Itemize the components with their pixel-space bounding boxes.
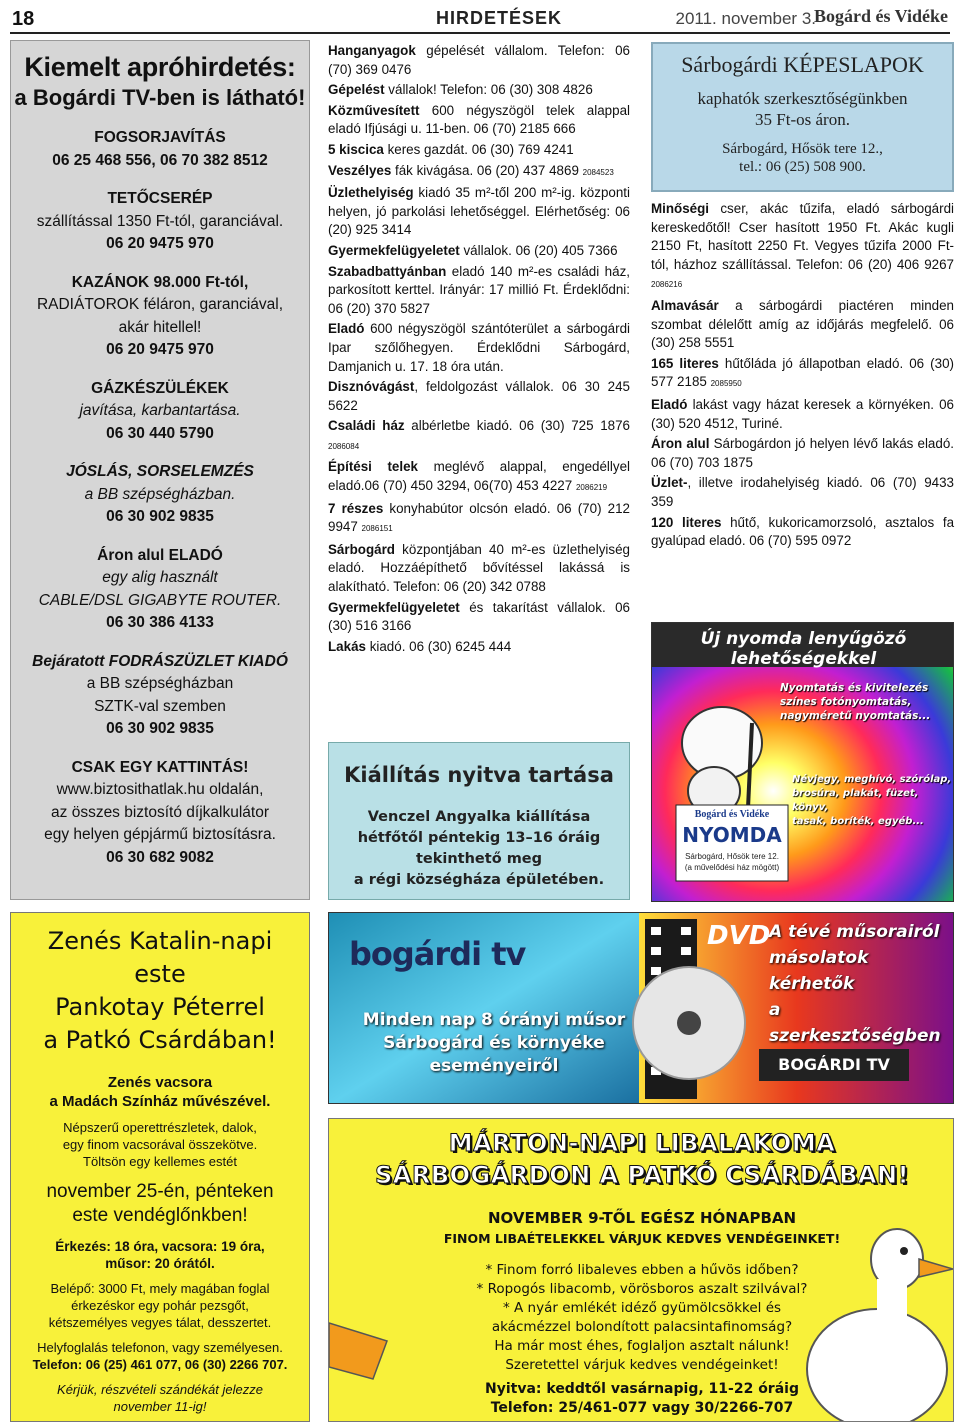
exhibition-line: tekinthető meg	[415, 851, 543, 867]
featured-ad-line: FOGSORJAVÍTÁS	[94, 129, 226, 146]
featured-ad-line: KAZÁNOK 98.000 Ft-tól,	[71, 273, 249, 291]
ad-keyword: 165 literes	[651, 355, 719, 371]
printing-service-line: Nyomtatás és kivitelezés	[780, 682, 929, 694]
tv-description-line: Sárbogárd és környéke	[383, 1033, 605, 1053]
page-header	[10, 0, 950, 34]
featured-ad-line: az összes biztosító díjkalkulátor	[51, 803, 269, 821]
exhibition-line: Venczel Angyalka kiállítása	[367, 809, 591, 825]
feast-menu-line: * A nyár emlékét idéző gyümölcsökkel és	[502, 1300, 782, 1316]
postcards-text	[653, 88, 952, 130]
classified-ad	[328, 599, 630, 636]
ad-text: , feldolgozást vállalok. 06 30 245 5622	[328, 379, 630, 413]
featured-ad	[11, 545, 309, 635]
ad-text: hűtő, kukoricamorzsoló, asztalos fa gyalúpad eladó. 06 (70) 595 0972	[651, 514, 955, 549]
ad-keyword: Almavásár	[651, 297, 719, 313]
event-description-line: Népszerű operettrészletek, dalok,	[63, 1120, 257, 1135]
feast-menu-line: Szeretettel várjuk kedves vendégeinket!	[505, 1357, 779, 1373]
featured-title: Kiemelt apróhirdetés:	[24, 52, 296, 82]
featured-ad-line: 06 30 386 4133	[106, 614, 214, 631]
classified-ad	[328, 378, 630, 415]
featured-ad	[11, 757, 309, 870]
classified-ad	[328, 541, 630, 597]
ad-text: kiadó 35 m²-től 200 m²-ig. központi helyen, jó parkolási lehetőséggel. Elérhetőség: 06 (20) 925 3414	[328, 185, 630, 238]
featured-ad-line: 06 20 9475 970	[106, 235, 214, 252]
featured-ad-line: egy alig használt	[102, 569, 218, 586]
classified-ad	[651, 396, 954, 433]
ad-text: a sárbogárdi piactéren minden szombat délelőtt amíg az időjárás megfelelő. 06 (30) 258 5551	[651, 297, 954, 351]
featured-ad-line: GÁZKÉSZÜLÉKEK	[91, 379, 229, 397]
feast-opening-hours: Nyitva: keddtől vasárnapig, 11-22 óráig	[485, 1381, 799, 1397]
featured-ad-line: egy helyen gépjármű biztosításra.	[44, 826, 276, 843]
event-description	[11, 1119, 309, 1170]
tv-copy-line: másolatok kérhetők	[769, 948, 869, 994]
featured-ad-line: TETŐCSERÉP	[107, 190, 213, 207]
ad-keyword: Eladó	[651, 396, 688, 412]
exhibition-line: a régi községháza épületében.	[353, 872, 605, 888]
feast-phone: Telefon: 25/461-077 vagy 30/2266-707	[490, 1400, 794, 1416]
ad-keyword: Disznóvágást	[328, 379, 415, 395]
newspaper-name: Bogárd és Vidéke	[813, 6, 948, 26]
event-arrival-line: műsor: 20 órától.	[105, 1256, 215, 1271]
exhibition-title: Kiállítás nyitva tartása	[344, 763, 614, 787]
ad-keyword: Szabadbattyánban	[328, 263, 447, 279]
feast-subtitle: SÁRBOGÁRDON A PATKÓ CSÁRDÁBAN!	[374, 1161, 910, 1189]
printing-headline: Új nyomda lenyűgöző lehetőségekkel	[700, 629, 907, 669]
classified-ads-right	[651, 200, 954, 553]
printing-service-line: brosúra, plakát, füzet, könyv,	[792, 788, 919, 813]
featured-ad	[11, 127, 309, 172]
ad-text: és takarítást vállalok. 06 (30) 516 3166	[328, 599, 630, 634]
ad-keyword: Közművesített	[328, 102, 420, 118]
classified-ad	[328, 162, 630, 183]
featured-ad-line: 06 25 468 556, 06 70 382 8512	[52, 151, 268, 169]
featured-ad-line: CABLE/DSL GIGABYTE ROUTER.	[38, 591, 282, 609]
printing-service-line: színes fotónyomtatás,	[780, 696, 912, 708]
featured-ad	[11, 461, 309, 529]
ad-text: lakást vagy házat keresek a környéken. 06 (30) 520 4512, Turiné.	[651, 396, 954, 431]
featured-ad-line: RADIÁTOROK féláron, garanciával,	[36, 296, 284, 313]
event-phone: Telefon: 06 (25) 461 077, 06 (30) 2266 707.	[32, 1357, 288, 1372]
ad-keyword: Gyermekfelügyeletet	[328, 599, 460, 615]
feast-menu-line: akácmézzel bolondított palacsintafinomság?	[491, 1319, 793, 1335]
ad-text: központjában 40 m²-es üzlethelyiség eladó. Hozzáépíthető bővítéssel lakássá is alakítható. Telefon: 06 (20) 342 0788	[328, 541, 630, 595]
classified-ad	[328, 263, 630, 319]
printing-logo-top: Bogárd és Vidéke	[694, 809, 770, 820]
featured-ad-line: 06 30 902 9835	[106, 508, 214, 525]
ad-keyword: Minőségi	[651, 201, 710, 216]
featured-ad-line: szállítással 1350 Ft-tól, garanciával.	[36, 212, 284, 230]
postcards-address-line: tel.: 06 (25) 508 900.	[739, 159, 866, 175]
event-date	[11, 1180, 309, 1228]
postcards-box	[651, 42, 954, 192]
classified-ad	[328, 500, 630, 539]
ad-code: 2086084	[328, 441, 360, 451]
ad-keyword: Építési telek	[328, 459, 418, 475]
featured-ad	[11, 651, 309, 741]
classified-ad	[328, 184, 630, 240]
featured-ad-line: javítása, karbantartása.	[79, 402, 241, 419]
ad-keyword: Gyermekfelügyeletet	[328, 242, 460, 258]
event-subtitle	[11, 1073, 309, 1111]
featured-ad-line: akár hitellel!	[118, 318, 202, 336]
postcards-line: 35 Ft-os áron.	[755, 110, 850, 129]
tv-copy-offer	[769, 919, 949, 1049]
tv-logo: bogárdi tv	[349, 935, 526, 973]
ad-keyword: Sárbogárd	[328, 541, 395, 557]
event-fee-line: kétszemélyes vegyes tálat, desszertet.	[48, 1315, 272, 1330]
classified-ad	[328, 81, 630, 100]
ad-text: 600 négyszögöl telek alappal eladó Ifjúsági u. 11-ben. 06 (70) 2185 666	[328, 102, 630, 137]
printing-services-1	[780, 681, 950, 723]
featured-ad-line: a BB szépségházban	[86, 675, 234, 692]
featured-subtitle: a Bogárdi TV-ben is látható!	[14, 85, 306, 110]
event-date-line: este vendéglőnkben!	[72, 1205, 248, 1226]
ad-text: albérletbe kiadó. 06 (30) 725 1876	[404, 418, 630, 434]
feast-welcome: FINOM LIBAÉTELEKKEL VÁRJUK KEDVES VENDÉGEINKET!	[443, 1231, 841, 1246]
dvd-label: DVD	[707, 921, 771, 951]
ad-keyword: 5 kiscica	[328, 141, 384, 157]
ad-code: 2085950	[710, 379, 742, 389]
ad-text: konyhabútor olcsón eladó. 06 (70) 212 9947	[328, 500, 630, 535]
tv-description-line: eseményeiről	[429, 1056, 559, 1076]
ad-code: 2086216	[651, 280, 683, 290]
classified-ad	[651, 200, 954, 295]
printing-address	[676, 851, 788, 873]
ad-keyword: Üzlethelyiség	[328, 185, 414, 201]
ad-text: eladó 140 m²-es családi ház, parkosított kerttel. Irányár: 17 millió Ft. Érdeklődni: 06 (20) 370 5827	[328, 263, 630, 316]
classified-ad	[328, 417, 630, 456]
postcards-address-line: Sárbogárd, Hősök tere 12.,	[722, 141, 883, 157]
ad-text: Sárbogárdon jó helyen lévő lakás eladó. 06 (70) 703 1875	[651, 436, 954, 470]
printing-house-ad	[651, 622, 954, 902]
classified-ad	[651, 435, 954, 472]
printing-service-line: nagyméretű nyomtatás...	[780, 710, 931, 722]
classified-ad	[328, 102, 630, 139]
printing-service-line: tasak, boríték, egyéb...	[792, 816, 924, 827]
classified-ad	[328, 458, 630, 497]
ad-text: cser, akác tűzifa, eladó sárbogárdi kereskedőtől! Cser hasított 1950 Ft. Akác kugli 2150 Ft, hasított 2250 Ft. Vegyes tűzifa 2000 Ft-tól, házhoz szállítással. Telefon: 06 (20) 406 9267	[651, 201, 954, 272]
ad-text: fák kivágása. 06 (20) 437 4869	[391, 162, 579, 178]
ad-keyword: Hanganyagok	[328, 43, 416, 58]
issue-date: 2011. november 3.	[675, 9, 816, 28]
ad-text: kiadó. 06 (30) 6245 444	[365, 638, 512, 654]
page-number: 18	[12, 8, 35, 30]
featured-ad-line: SZTK-val szemben	[94, 697, 226, 715]
printing-service-line: Névjegy, meghívó, szórólap,	[792, 774, 952, 785]
event-fee-line: Belépő: 3000 Ft, mely magában foglal	[50, 1281, 270, 1296]
event-fee-line: érkezéskor egy pohár pezsgőt,	[71, 1298, 249, 1313]
ad-text: 600 négyszögöl szántóterület a sárbogárdi Ipar szőlőhegyen. Érdeklődni Sárbogárd, Damjanich u. 17. 18 óra után.	[328, 321, 630, 374]
event-note-line: Kérjük, részvételi szándékát jelezze	[57, 1382, 263, 1397]
postcards-title: Sárbogárdi KÉPESLAPOK	[681, 52, 924, 77]
feast-menu-line: Ha már most éhes, foglaljon asztalt nálunk!	[494, 1338, 790, 1354]
ad-keyword: Családi ház	[328, 418, 405, 434]
event-title-line: Zenés Katalin-napi	[47, 927, 273, 955]
printing-address-line: (a művelődési ház mögött)	[684, 863, 780, 872]
featured-ad-line: 06 30 440 5790	[106, 424, 214, 442]
tv-description	[329, 1009, 659, 1078]
feast-menu-line: * Finom forró libaleves ebben a hűvös időben?	[485, 1262, 799, 1278]
event-note-line: november 11-ig!	[113, 1399, 207, 1414]
ad-code: 2086219	[575, 483, 608, 493]
event-booking	[11, 1339, 309, 1373]
exhibition-text	[329, 807, 629, 891]
katalin-event-box	[10, 912, 310, 1422]
featured-ad-line: 06 30 682 9082	[106, 848, 214, 866]
classified-ad	[651, 355, 954, 394]
ad-keyword: Áron alul	[651, 436, 710, 452]
tv-copy-line: a szerkesztőségben	[769, 1000, 941, 1046]
feast-menu	[329, 1261, 954, 1375]
ad-keyword: 120 literes	[651, 514, 722, 530]
classified-ad	[328, 141, 630, 160]
ad-text: vállalok! Telefon: 06 (30) 308 4826	[384, 82, 593, 98]
featured-ad-line: JÓSLÁS, SORSELEMZÉS	[66, 463, 254, 480]
printing-address-line: Sárbogárd, Hősök tere 12.	[685, 852, 779, 861]
printing-logo: NYOMDA	[682, 823, 782, 847]
ad-text: vállalok. 06 (20) 405 7366	[459, 242, 618, 258]
featured-ad-line: 06 30 902 9835	[106, 720, 214, 737]
ad-text: hűtőláda jó állapotban eladó. 06 (30) 577 2185	[651, 355, 954, 390]
feast-menu-line: * Ropogós libacomb, vörösboros aszalt szilvával?	[476, 1281, 808, 1297]
classified-ads-middle	[328, 42, 630, 658]
classified-ad	[328, 320, 630, 376]
ad-text: meglévő alappal, engedéllyel eladó.06 (70) 450 3294, 06(70) 453 4227	[328, 459, 630, 494]
ad-text: gépelését vállalom. Telefon: 06 (70) 369 0476	[328, 43, 630, 77]
featured-ad	[11, 188, 309, 256]
event-description-line: egy finom vacsorával összekötve.	[62, 1137, 258, 1152]
ad-keyword: Üzlet-	[651, 475, 688, 491]
event-subtitle-line: Zenés vacsora	[107, 1074, 213, 1091]
ad-keyword: 7 részes	[328, 500, 384, 516]
event-arrival-line: Érkezés: 18 óra, vacsora: 19 óra,	[55, 1239, 265, 1254]
featured-ad	[11, 378, 309, 446]
featured-ad-line: Áron alul ELADÓ	[97, 546, 223, 564]
ad-keyword: Lakás	[328, 638, 366, 654]
classified-ad	[651, 514, 954, 551]
event-note	[11, 1381, 309, 1415]
butterfly-icon	[682, 707, 762, 815]
exhibition-line: hétfőtől péntekig 13–16 óráig	[357, 830, 601, 846]
section-title: HIRDETÉSEK	[436, 8, 563, 28]
featured-ad-line: a BB szépségházban.	[84, 485, 236, 503]
classified-ad	[328, 242, 630, 261]
bogardi-tv-ad	[328, 912, 954, 1104]
ad-code: 2086151	[361, 524, 393, 534]
tv-copy-line: A tévé műsorairól	[769, 922, 940, 942]
featured-ad-line: 06 20 9475 970	[106, 341, 214, 358]
event-title	[11, 925, 309, 1057]
featured-ad-line: www.biztosithatlak.hu oldalán,	[56, 781, 264, 798]
classified-ad	[328, 42, 630, 79]
tv-description-line: Minden nap 8 órányi műsor	[362, 1010, 626, 1030]
postcards-address	[653, 140, 952, 176]
classified-ad	[328, 638, 630, 657]
event-subtitle-line: a Madách Színház művészével.	[49, 1093, 271, 1110]
featured-ad-line: Bejáratott FODRÁSZÜZLET KIADÓ	[32, 652, 288, 670]
event-fee	[11, 1280, 309, 1331]
ad-text: keres gazdát. 06 (30) 769 4241	[383, 141, 574, 157]
featured-ad-line: CSAK EGY KATTINTÁS!	[71, 758, 249, 776]
event-title-line: este	[134, 960, 186, 988]
ad-text: , illetve irodahelyiség kiadó. 06 (70) 9433 359	[651, 475, 954, 509]
ad-keyword: Eladó	[328, 321, 365, 337]
tv-bottom-logo: BOGÁRDI TV	[778, 1055, 890, 1074]
ad-keyword: Gépelést	[328, 82, 385, 98]
classified-ad	[651, 297, 954, 353]
featured-ad	[11, 272, 309, 362]
event-booking-line: Helyfoglalás telefonon, vagy személyesen.	[37, 1340, 283, 1355]
event-arrival	[11, 1238, 309, 1272]
postcards-line: kaphatók szerkesztőségünkben	[697, 89, 908, 108]
event-date-line: november 25-én, pénteken	[46, 1181, 274, 1202]
event-title-line: a Patkó Csárdában!	[43, 1026, 277, 1054]
event-title-line: Pankotay Péterrel	[55, 993, 265, 1021]
marton-day-feast-ad	[328, 1118, 954, 1422]
featured-ads-box	[10, 40, 310, 900]
ad-keyword: Veszélyes	[328, 162, 392, 178]
feast-period: NOVEMBER 9-TŐL EGÉSZ HÓNAPBAN	[487, 1209, 797, 1227]
event-description-line: Töltsön egy kellemes estét	[83, 1154, 237, 1169]
exhibition-box	[328, 742, 630, 900]
classified-ad	[651, 474, 954, 511]
featured-ad-list	[11, 127, 309, 869]
ad-code: 2084523	[582, 167, 614, 177]
feast-title: MÁRTON-NAPI LIBALAKOMA	[448, 1129, 836, 1157]
printing-services-2	[792, 773, 952, 829]
